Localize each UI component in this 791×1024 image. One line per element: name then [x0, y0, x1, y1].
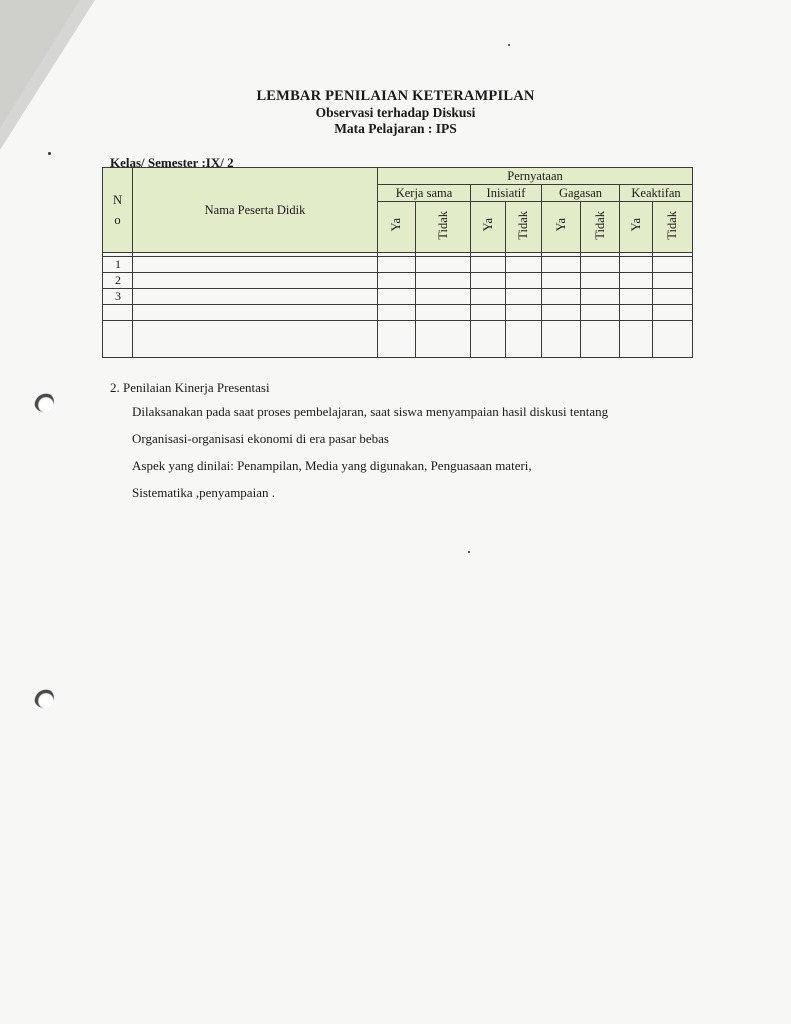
table-row: 1: [103, 257, 693, 273]
section-2-line-4: Sistematika ,penyampaian .: [132, 485, 275, 500]
aspect-keaktifan: Keaktifan: [620, 185, 693, 202]
col-ya: Ya: [620, 202, 653, 253]
scan-speck: [48, 152, 51, 155]
section-2-heading: 2. Penilaian Kinerja Presentasi: [110, 380, 270, 395]
table-row: 3: [103, 289, 693, 305]
aspect-inisiatif: Inisiatif: [471, 185, 542, 202]
table-row: [103, 305, 693, 321]
col-tidak: Tidak: [506, 202, 542, 253]
section-2-line-1: Dilaksanakan pada saat proses pembelajaran, saat siswa menyampaian hasil diskusi tentang: [132, 404, 609, 419]
document-title: LEMBAR PENILAIAN KETERAMPILAN: [256, 88, 535, 104]
scan-speck: [508, 44, 510, 46]
document-subtitle: Observasi terhadap Diskusi: [315, 105, 476, 120]
header-student-name: Nama Peserta Didik: [133, 168, 378, 253]
assessment-table: [102, 167, 693, 358]
aspect-kerja-sama: Kerja sama: [378, 185, 471, 202]
section-2-line-2: Organisasi-organisasi ekonomi di era pasar bebas: [132, 431, 389, 446]
col-tidak: Tidak: [653, 202, 693, 253]
table-row: 2: [103, 273, 693, 289]
col-tidak: Tidak: [416, 202, 471, 253]
section-2-line-3: Aspek yang dinilai: Penampilan, Media yang digunakan, Penguasaan materi,: [132, 458, 532, 473]
col-tidak: Tidak: [581, 202, 620, 253]
subject-line: Mata Pelajaran : IPS: [334, 121, 457, 136]
col-ya: Ya: [542, 202, 581, 253]
header-no: N o: [103, 168, 133, 253]
header-statement: Pernyataan: [378, 168, 693, 185]
col-ya: Ya: [378, 202, 416, 253]
scan-speck: [468, 551, 470, 553]
col-ya: Ya: [471, 202, 506, 253]
punch-hole-icon: [34, 688, 54, 708]
aspect-gagasan: Gagasan: [542, 185, 620, 202]
class-semester-label: Kelas/ Semester :IX/ 2: [110, 155, 234, 170]
table-row: [103, 321, 693, 358]
punch-hole-icon: [34, 392, 54, 412]
